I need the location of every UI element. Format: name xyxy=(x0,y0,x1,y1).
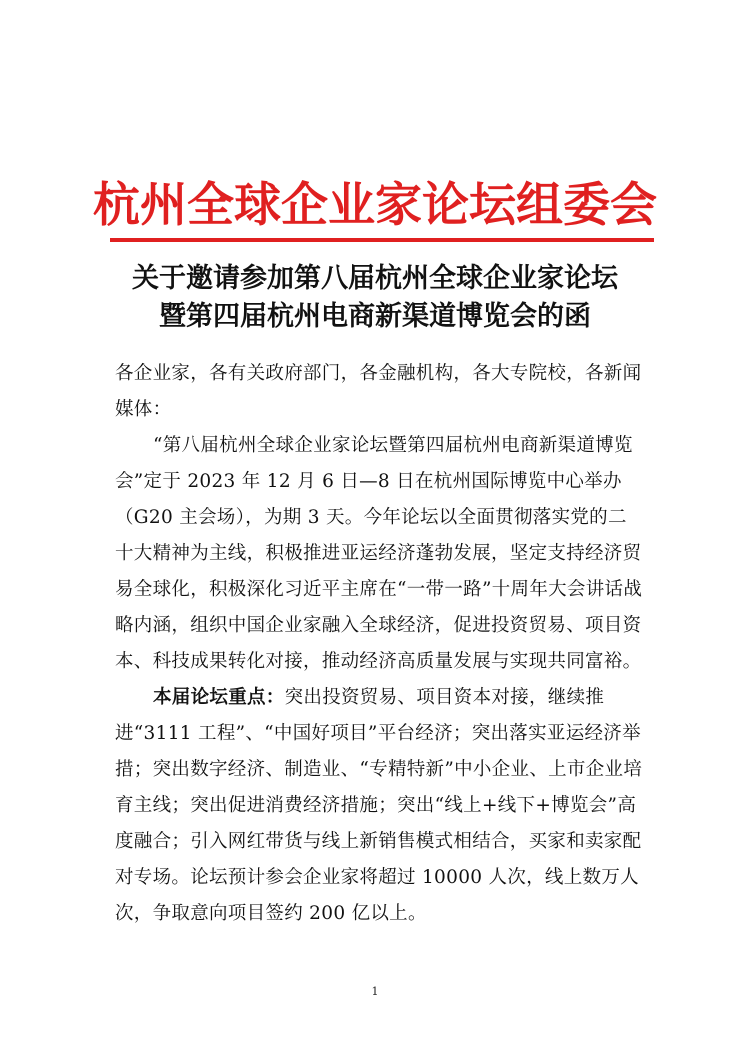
document-title xyxy=(0,260,750,336)
forum-focus-text: 突出投资贸易、项目资本对接，继续推进“3111 工程”、“中国好项目”平台经济；突出落实亚运经济举措；突出数字经济、制造业、“专精特新”中小企业、上市企业培育主线；突出促进消费经济措施；突出“线上+线下+博览会”高度融合；引入网红带货与线上新销售模式相结合，买家和卖家配对专场。论坛预计参会企业家将超过 10000 人次，线上数万人次，争取意向项目签约 200 亿以上。 xyxy=(115,687,643,924)
organizer-header: 杭州全球企业家论坛组委会 xyxy=(93,178,657,233)
document-title-line-2: 暨第四届杭州电商新渠道博览会的函 xyxy=(159,301,591,332)
letter-body xyxy=(115,356,645,932)
forum-focus-label: 本届论坛重点： xyxy=(153,687,285,708)
page-number: 1 xyxy=(371,985,379,998)
paragraph-event-intro: “第八届杭州全球企业家论坛暨第四届杭州电商新渠道博览会”定于 2023 年 12 月 6 日—8 日在杭州国际博览中心举办（G20 主会场），为期 3 天。今年论坛以全面贯彻落实党的二十大精神为主线，积极推进亚运经济蓬勃发展，坚定支持经济贸易全球化，积极深化习近平主席在“一带一路”十周年大会讲话战略内涵，组织中国企业家融入全球经济，促进投资贸易、项目资本、科技成果转化对接，推动经济高质量发展与实现共同富裕。 xyxy=(115,435,643,672)
salutation: 各企业家，各有关政府部门，各金融机构，各大专院校，各新闻媒体： xyxy=(115,363,642,420)
document-title-line-1: 关于邀请参加第八届杭州全球企业家论坛 xyxy=(132,263,618,294)
header-red-rule xyxy=(110,238,654,242)
paragraph-forum-focus xyxy=(115,680,645,932)
